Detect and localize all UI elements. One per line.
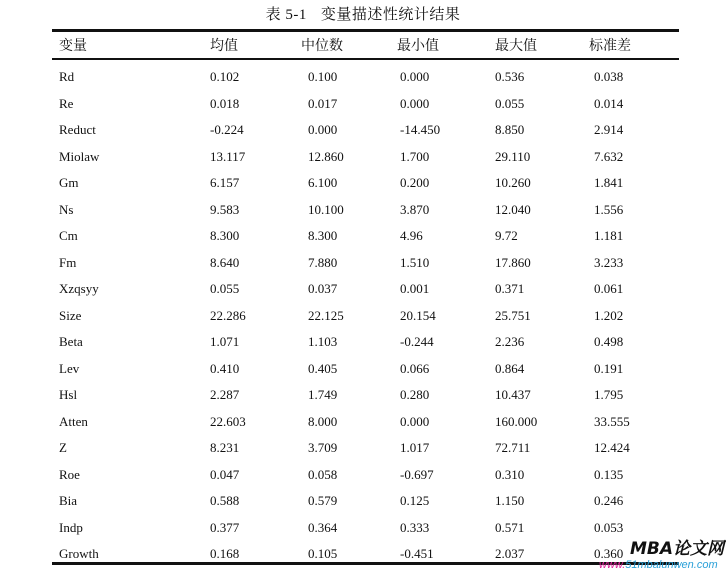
- cell-min: 0.125: [400, 493, 430, 508]
- cell-std: 1.841: [594, 175, 624, 190]
- cell-variable: Lev: [59, 360, 80, 376]
- table-header-row: [0, 36, 726, 62]
- table-row: [0, 199, 726, 225]
- cell-median: 0.100: [308, 69, 338, 84]
- cell-median: 1.103: [308, 334, 338, 349]
- cell-std: 1.795: [594, 387, 624, 402]
- top-rule: [52, 29, 679, 32]
- watermark-title: MBA论文网: [629, 539, 724, 559]
- cell-variable: Rd: [59, 69, 75, 84]
- cell-max: 17.860: [495, 254, 531, 270]
- table-row: [0, 278, 726, 304]
- cell-median: 6.100: [308, 175, 338, 190]
- cell-min: -0.697: [400, 466, 434, 482]
- cell-median: 0.058: [308, 466, 338, 482]
- cell-mean: 0.168: [210, 546, 240, 561]
- cell-min: 1.510: [400, 254, 430, 270]
- cell-mean: 0.377: [210, 519, 240, 535]
- table-row: [0, 464, 726, 490]
- cell-median: 7.880: [308, 254, 338, 270]
- cell-variable: Growth: [59, 546, 99, 561]
- cell-min: 0.066: [400, 360, 430, 376]
- cell-max: 1.150: [495, 493, 525, 508]
- cell-min: -0.244: [400, 334, 434, 349]
- table-row: [0, 305, 726, 331]
- cell-mean: 0.588: [210, 493, 240, 508]
- cell-median: 0.017: [308, 95, 338, 111]
- cell-mean: 22.286: [210, 307, 246, 323]
- cell-min: 4.96: [400, 228, 423, 243]
- cell-mean: 9.583: [210, 201, 240, 217]
- cell-variable: Hsl: [59, 387, 78, 402]
- cell-std: 2.914: [594, 122, 624, 137]
- cell-median: 0.105: [308, 546, 338, 561]
- cell-median: 0.364: [308, 519, 338, 535]
- cell-mean: -0.224: [210, 122, 244, 137]
- cell-min: 0.001: [400, 281, 430, 296]
- cell-variable: Ns: [59, 201, 74, 217]
- table-row: [0, 490, 726, 516]
- cell-std: 1.202: [594, 307, 624, 323]
- cell-variable: Miolaw: [59, 148, 100, 164]
- column-header-min: 最小值: [397, 39, 439, 54]
- cell-variable: Cm: [59, 228, 78, 243]
- cell-min: -0.451: [400, 546, 434, 561]
- cell-median: 0.405: [308, 360, 338, 376]
- column-header-variable: 变量: [59, 39, 87, 54]
- cell-std: 0.014: [594, 95, 624, 111]
- table-row: [0, 119, 726, 145]
- table-row: [0, 517, 726, 543]
- cell-median: 8.000: [308, 413, 338, 429]
- cell-max: 10.260: [495, 175, 531, 190]
- table-row: [0, 225, 726, 251]
- cell-variable: Indp: [59, 519, 83, 535]
- cell-min: 0.000: [400, 69, 430, 84]
- cell-max: 10.437: [495, 387, 531, 402]
- cell-std: 0.061: [594, 281, 624, 296]
- cell-median: 1.749: [308, 387, 338, 402]
- cell-min: 0.000: [400, 413, 430, 429]
- cell-max: 0.371: [495, 281, 525, 296]
- cell-std: 0.135: [594, 466, 624, 482]
- cell-max: 0.864: [495, 360, 525, 376]
- cell-min: 0.280: [400, 387, 430, 402]
- cell-std: 1.181: [594, 228, 624, 243]
- table-row: [0, 384, 726, 410]
- cell-median: 10.100: [308, 201, 344, 217]
- cell-median: 0.579: [308, 493, 338, 508]
- table-row: [0, 411, 726, 437]
- cell-min: -14.450: [400, 122, 441, 137]
- table-title: 变量描述性统计结果: [320, 7, 461, 23]
- cell-mean: 0.410: [210, 360, 240, 376]
- cell-max: 12.040: [495, 201, 531, 217]
- cell-max: 2.236: [495, 334, 525, 349]
- cell-max: 29.110: [495, 148, 531, 164]
- cell-variable: Reduct: [59, 122, 96, 137]
- cell-std: 0.053: [594, 519, 624, 535]
- cell-variable: Size: [59, 307, 82, 323]
- watermark-url-domain: 51mbalunwen.com: [625, 559, 718, 571]
- cell-std: 0.191: [594, 360, 624, 376]
- cell-std: 0.246: [594, 493, 624, 508]
- cell-max: 160.000: [495, 413, 538, 429]
- cell-mean: 0.055: [210, 281, 240, 296]
- cell-std: 3.233: [594, 254, 624, 270]
- cell-max: 72.711: [495, 440, 531, 455]
- cell-variable: Atten: [59, 413, 88, 429]
- cell-median: 0.000: [308, 122, 338, 137]
- cell-mean: 1.071: [210, 334, 240, 349]
- cell-median: 8.300: [308, 228, 338, 243]
- cell-mean: 0.102: [210, 69, 240, 84]
- cell-median: 12.860: [308, 148, 344, 164]
- cell-median: 0.037: [308, 281, 338, 296]
- table-row: [0, 437, 726, 463]
- watermark: [599, 540, 726, 571]
- table-caption: [0, 3, 726, 24]
- cell-variable: Z: [59, 440, 67, 455]
- cell-mean: 13.117: [210, 148, 246, 164]
- cell-max: 9.72: [495, 228, 518, 243]
- watermark-url: [599, 559, 726, 571]
- cell-std: 0.498: [594, 334, 624, 349]
- watermark-url-prefix: www.: [599, 559, 626, 571]
- cell-max: 2.037: [495, 546, 525, 561]
- table-row: [0, 93, 726, 119]
- cell-max: 0.310: [495, 466, 525, 482]
- cell-std: 0.038: [594, 69, 624, 84]
- table-number: 表 5-1: [265, 7, 307, 23]
- cell-mean: 0.047: [210, 466, 240, 482]
- cell-max: 8.850: [495, 122, 525, 137]
- table-row: [0, 331, 726, 357]
- cell-std: 1.556: [594, 201, 624, 217]
- cell-variable: Fm: [59, 254, 77, 270]
- column-header-median: 中位数: [301, 39, 343, 54]
- cell-mean: 8.640: [210, 254, 240, 270]
- column-header-max: 最大值: [495, 39, 537, 54]
- cell-median: 3.709: [308, 440, 338, 455]
- cell-std: 7.632: [594, 148, 624, 164]
- cell-max: 25.751: [495, 307, 531, 323]
- cell-min: 1.017: [400, 440, 430, 455]
- cell-variable: Xzqsyy: [59, 281, 99, 296]
- table-row: [0, 146, 726, 172]
- cell-mean: 22.603: [210, 413, 246, 429]
- cell-mean: 2.287: [210, 387, 240, 402]
- cell-min: 20.154: [400, 307, 436, 323]
- cell-min: 3.870: [400, 201, 430, 217]
- cell-std: 12.424: [594, 440, 630, 455]
- cell-variable: Gm: [59, 175, 79, 190]
- table-row: [0, 358, 726, 384]
- column-header-std: 标准差: [589, 39, 631, 54]
- cell-mean: 0.018: [210, 95, 240, 111]
- table-row: [0, 252, 726, 278]
- cell-variable: Bia: [59, 493, 78, 508]
- cell-min: 0.200: [400, 175, 430, 190]
- cell-max: 0.536: [495, 69, 525, 84]
- cell-max: 0.055: [495, 95, 525, 111]
- cell-variable: Re: [59, 95, 74, 111]
- cell-mean: 8.231: [210, 440, 240, 455]
- column-header-mean: 均值: [210, 39, 238, 54]
- table-row: [0, 172, 726, 198]
- cell-min: 0.333: [400, 519, 430, 535]
- cell-median: 22.125: [308, 307, 344, 323]
- cell-min: 0.000: [400, 95, 430, 111]
- cell-mean: 6.157: [210, 175, 240, 190]
- cell-max: 0.571: [495, 519, 525, 535]
- cell-std: 0.360: [594, 546, 624, 561]
- cell-variable: Roe: [59, 466, 80, 482]
- cell-variable: Beta: [59, 334, 83, 349]
- table-row: [0, 66, 726, 92]
- cell-mean: 8.300: [210, 228, 240, 243]
- cell-std: 33.555: [594, 413, 630, 429]
- cell-min: 1.700: [400, 148, 430, 164]
